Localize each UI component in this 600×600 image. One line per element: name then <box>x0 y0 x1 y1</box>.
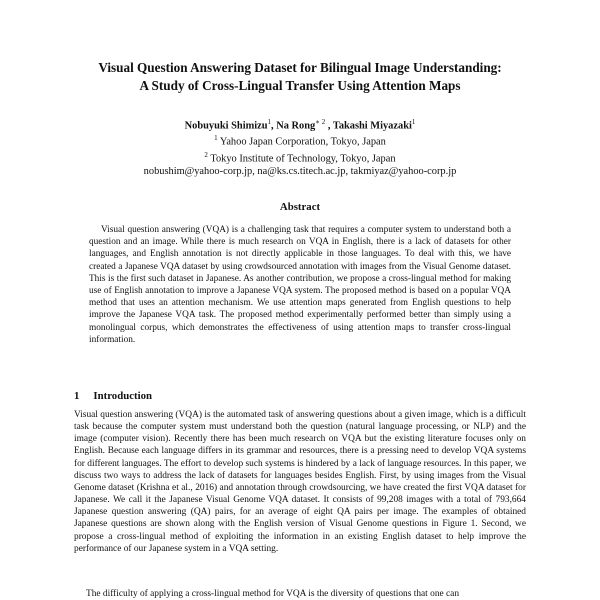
affiliation-2 <box>60 149 540 165</box>
title-line-2: A Study of Cross-Lingual Transfer Using Attention Maps <box>139 78 461 93</box>
author-2-sup: ∗ 2 <box>315 118 326 126</box>
affiliation-1 <box>60 132 540 148</box>
author-emails: nobushim@yahoo-corp.jp, na@ks.cs.titech.ac.jp, takmiyaz@yahoo-corp.jp <box>143 166 457 178</box>
affiliation-1-sup: 1 <box>214 134 218 143</box>
author-names <box>60 116 540 132</box>
affiliation-2-sup: 2 <box>204 150 208 159</box>
section-heading <box>74 390 152 402</box>
author-block <box>60 116 540 178</box>
author-sep: , <box>271 120 277 132</box>
abstract-text: Visual question answering (VQA) is a challenging task that requires a computer system to understand both a question and an image. While there is much research on VQA in English, there is a lack of datasets for other languages, and English annotation is not directly applicable in those languages. To deal with this, we have created a Japanese VQA dataset by using crowdsourced annotation with images from the Visual Genome dataset. This is the first such dataset in Japanese. As another contribution, we propose a cross-lingual method for making use of English annotation to improve a Japanese VQA system. The proposed method is based on a popular VQA method that uses an attention mechanism. We use attention maps generated from English questions to help improve the Japanese VQA task. The proposed method experimentally performed better than simply using a monolingual corpus, which demonstrates the effectiveness of using attention maps to transfer cross-lingual information. <box>89 225 511 345</box>
author-1: Nobuyuki Shimizu <box>184 120 268 132</box>
affiliation-2-text: Tokyo Institute of Technology, Tokyo, Japan <box>210 153 396 165</box>
section-title: Introduction <box>93 390 153 402</box>
title-line-1: Visual Question Answering Dataset for Bilingual Image Understanding: <box>98 60 502 75</box>
intro-paragraph-2: The difficulty of applying a cross-lingual method for VQA is the diversity of questions that one can <box>86 589 460 599</box>
section-number: 1 <box>74 390 80 402</box>
author-1-sup: 1 <box>267 118 272 126</box>
affiliation-1-text: Yahoo Japan Corporation, Tokyo, Japan <box>219 136 386 148</box>
paper-title <box>60 59 540 95</box>
author-3-sup: 1 <box>411 118 416 126</box>
author-3: Takashi Miyazaki <box>332 120 412 132</box>
abstract-heading: Abstract <box>279 201 321 213</box>
author-sep: , <box>327 120 333 132</box>
author-2: Na Rong <box>276 120 316 132</box>
intro-paragraph-1: Visual question answering (VQA) is the automated task of answering questions about a given image, which is a difficult task because the computer system must understand both the question (natural language processing, or NLP) and the image (computer vision). Recently there has been much research on VQA but the existing literature focuses only on English. Because each language differs in its grammar and resources, there is a pressing need to develop VQA systems for different languages. The effort to develop such systems is hindered by a lack of language resources. In this paper, we discuss two ways to address the lack of datasets for languages besides English. First, by using images from the Visual Genome dataset (Krishna et al., 2016) and annotation through crowdsourcing, we have created the first VQA dataset for Japanese. We call it the Japanese Visual Genome VQA dataset. It consists of 99,208 images with a total of 793,664 Japanese question answering (QA) pairs, for an average of eight QA pairs per image. The examples of obtained Japanese questions are shown along with the English version of Visual Genome questions in Figure 1. Second, we propose a cross-lingual method of exploiting the information in an existing English dataset to help improve the performance of our Japanese system in a VQA setting. <box>74 410 526 554</box>
